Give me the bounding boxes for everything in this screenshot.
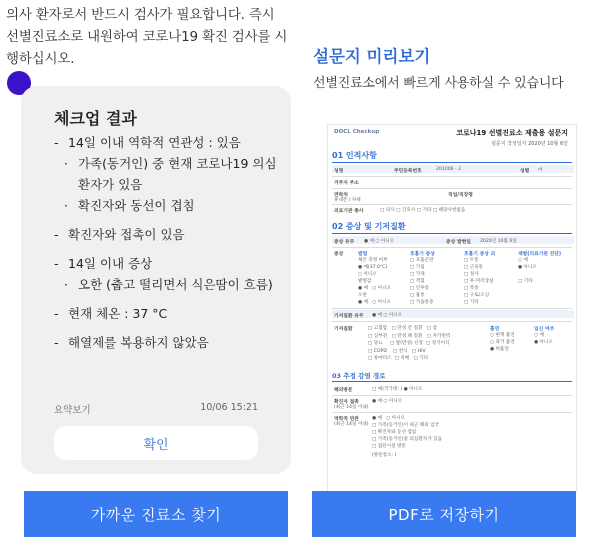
doc-section-1: 01 인적사항 [332,151,377,160]
doc-epi-sub: (최근 14일 이내) [334,422,369,427]
doc-col-other: 호흡기 증상 외 [464,252,496,257]
result-item-text: 해열제를 복용하지 않았음 [68,335,209,350]
doc-phone-label: 연락처 [334,193,348,198]
doc-other-items: □ 두통 □ 근육통 □ 설사 □ 후·미각상실 □ 복통 □ 구토/오심 □ 기타 [464,258,494,305]
doc-base-yn-label: 기저질환 유무 [334,314,364,319]
doc-contact-label: 확진자 접촉 [334,400,359,405]
result-item-marker: · [64,198,68,213]
doc-staff-label: 의료기관 종사 [334,209,364,214]
result-item-marker: · [64,156,68,171]
result-item-marker: - [54,135,59,150]
doc-smoke-value: ○ 현재 흡연 ○ 과거 흡연 ● 비흡연 [490,333,515,352]
result-item-text: 14일 이내 역학적 연관성 : 있음 [68,135,241,150]
doc-col-fever: 발열 [358,252,368,257]
confirm-button[interactable]: 확인 [54,426,258,460]
doc-epi-value: ● 예 ○ 아니오 □ 가족(동거인)이 최근 해외 입국 □ 확진자와 동선 겹침 □ 가족(동거인)중 의심환자가 있음 □ 집단시설 방문 [372,416,442,449]
doc-section-2: 02 증상 및 기저질환 [332,222,406,231]
result-item-text: 가족(동거인) 중 현재 코로나19 의심환자가 있음 [78,156,277,192]
doc-epi-label: 역학적 연관 [334,417,359,422]
doc-name-label: 성명 [334,169,344,174]
doc-phone-sub: 휴대폰 / 자택 [334,198,361,203]
doc-fever-items: 체온 측정 여부 ● 예(37.0°C) ○ 아니오 발열감 ● 예 ○ 아니오 오한 ● 예 ○ 아니오 [358,258,392,305]
result-item [54,274,279,295]
doc-rule [332,162,572,163]
result-item-text: 확진자와 접촉이 있음 [68,227,185,242]
result-item-marker: - [54,335,59,350]
doc-id-value: 201006 - 2 [436,167,462,172]
card-meta [54,402,258,416]
doc-preg-value: ○ 예 ● 아니오 [534,333,553,345]
result-item-text: 현재 체온 : 37 °C [68,306,168,321]
summary-label[interactable]: 요약보기 [54,405,91,416]
save-pdf-button[interactable]: PDF로 저장하기 [312,491,576,537]
result-item-text: 확진자와 동선이 겹침 [78,198,195,213]
doc-section-3: 03 추정 감염 경로 [332,372,386,380]
result-item-marker: - [54,227,59,242]
doc-symptom-label: 증상 [334,252,344,257]
doc-title: 코로나19 선별진료소 제출용 설문지 [456,129,568,137]
result-item-text: 오한 (춥고 떨리면서 식은땀이 흐름) [78,277,273,292]
survey-preview-panel [300,0,600,545]
result-item [54,253,279,274]
doc-logo: DOCL Checkup [334,129,380,135]
doc-symptom-yn-label: 증상 유무 [334,240,355,245]
doc-onset-value: 2020년 10월 6일 [480,239,517,244]
doc-relapse-items: ○ 예 ● 아니오 □ 기타 [518,258,537,284]
doc-sex-value: 여 [538,168,543,173]
preview-title: 설문지 미리보기 [313,47,431,66]
preview-subtitle: 선별진료소에서 빠르게 사용하실 수 있습니다 [313,76,564,91]
result-item [54,303,279,324]
doc-col-resp: 호흡기 증상 [410,252,435,257]
doc-contact-value: ● 예 ○ 아니오 [372,399,403,404]
result-item [54,132,279,153]
doc-staff-options: □ 의사 □ 간호사 □ 기타 □ 해당사항없음 [380,208,466,213]
result-item [54,224,279,245]
result-item-marker: · [64,277,68,292]
result-item [54,332,279,353]
doc-sex-label: 성별 [520,169,530,174]
card-title: 체크업 결과 [54,109,137,128]
result-list [54,132,279,353]
result-item [54,195,279,216]
doc-base-items: □ 고혈압 □ 만성 간 질환 □ 암 □ 심부전 □ 만성 폐 질환 □ 자가면역 □ 당뇨 □ 말(만성) 신장 □ 장기이식 □ COPD □ 천식 □ HIV □ 류마티스 □ 치매 □ 기타 [368,326,451,361]
result-item-marker: - [54,256,59,271]
timestamp: 10/06 15:21 [200,402,258,413]
survey-document-preview [327,124,577,492]
doc-trip-value: □ 예(국가명: ) ● 아니오 [372,387,423,392]
doc-resp-items: □ 호흡곤란 □ 기침 □ 가래 □ 객혈 □ 인후통 □ 흉통 □ 가슴통증 [410,258,434,305]
doc-contact-sub: (최근 14일 이내) [334,405,369,410]
doc-id-label: 주민등록번호 [394,169,422,174]
doc-col-relapse: 재발(의료기관 진단) [518,252,562,257]
checkup-result-card [21,86,291,474]
doc-addr-label: 거주지 주소 [334,181,359,186]
doc-base-label: 기저질환 [334,327,353,332]
result-item-marker: - [54,306,59,321]
doc-onset-label: 증상 발현일 [446,240,471,245]
doc-job-label: 직업/직장명 [448,193,473,198]
doc-smoke-label: 흡연 [490,327,500,332]
result-item [54,153,279,195]
find-clinic-button[interactable]: 가까운 진료소 찾기 [24,491,288,537]
doc-date: 설문지 작성일자 2020년 10월 6일 [491,141,568,147]
doc-preg-label: 임신 여부 [534,327,555,332]
result-item-text: 14일 이내 증상 [68,256,153,271]
doc-base-yn-value: ● 예 ○ 아니오 [372,313,403,318]
doc-symptom-yn-value: ● 예 ○ 아니오 [364,239,395,244]
intro-text: 의사 환자로서 반드시 검사가 필요합니다. 즉시 선별진료소로 내원하여 코로나19 확진 검사를 시행하십시오. [6,7,288,67]
doc-visit-place: (방문장소: ) [372,453,397,458]
doc-trip-label: 해외방문 [334,388,353,393]
